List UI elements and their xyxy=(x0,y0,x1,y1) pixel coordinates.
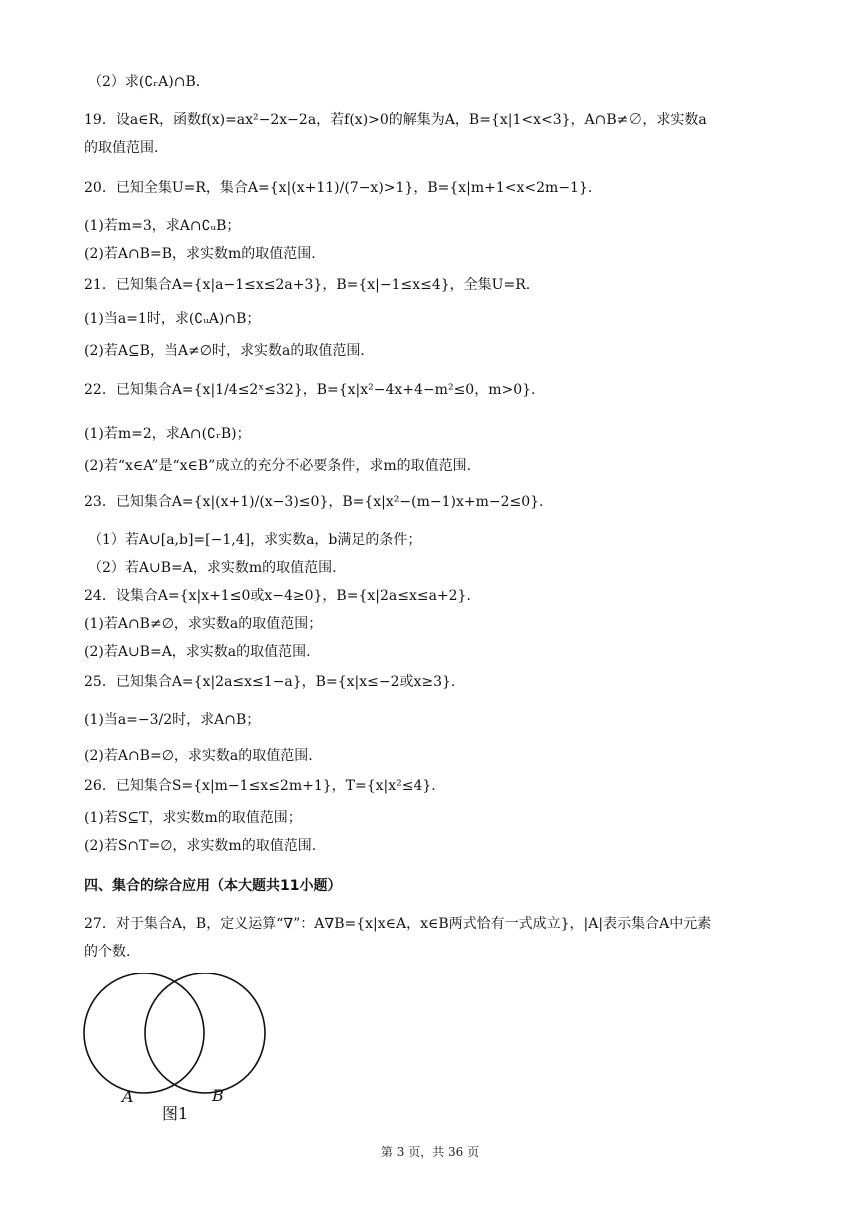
problem-23-2: （2）若A∪B=A，求实数m的取值范围. xyxy=(88,560,337,576)
problem-22-2: (2)若“x∈A”是“x∈B”成立的充分不必要条件，求m的取值范围. xyxy=(84,458,472,474)
problem-26-2: (2)若S∩T=∅，求实数m的取值范围. xyxy=(84,838,317,854)
set-b-circle xyxy=(145,973,265,1093)
problem-22-1: (1)若m=2，求A∩(∁ᵣB)； xyxy=(84,426,251,442)
page-footer: 第 3 页，共 36 页 xyxy=(380,1145,480,1159)
problem-20: 20．已知全集U=R，集合A={x|(x+11)/(7−x)>1}，B={x|m+1<x<2m−1}. xyxy=(84,180,593,196)
problem-25-1: (1)当a=−3/2时，求A∩B； xyxy=(84,712,261,728)
problem-26: 26．已知集合S={x|m−1≤x≤2m+1}，T={x|x²≤4}. xyxy=(84,778,436,794)
line-18-2: （2）求(∁ᵣA)∩B． xyxy=(88,74,210,90)
problem-27-cont: 的个数. xyxy=(84,944,131,960)
problem-26-1: (1)若S⊆T，求实数m的取值范围； xyxy=(84,810,302,826)
set-a-label: A xyxy=(122,1087,134,1106)
problem-20-2: (2)若A∩B=B，求实数m的取值范围. xyxy=(84,246,316,262)
problem-24-2: (2)若A∪B=A，求实数a的取值范围. xyxy=(84,644,311,660)
problem-21-2: (2)若A⊆B，当A≠∅时，求实数a的取值范围. xyxy=(84,343,365,359)
problem-23-1: （1）若A∪[a,b]=[−1,4]，求实数a，b满足的条件； xyxy=(88,532,422,548)
problem-25-2: (2)若A∩B=∅，求实数a的取值范围. xyxy=(84,748,313,764)
section-heading: 四、集合的综合应用（本大题共11小题） xyxy=(84,878,342,894)
problem-21: 21．已知集合A={x|a−1≤x≤2a+3}，B={x|−1≤x≤4}，全集U=R. xyxy=(84,277,531,293)
problem-27: 27．对于集合A，B，定义运算“∇”：A∇B={x|x∈A，x∈B两式恰有一式成立}，|A|表示集合A中元素 xyxy=(84,916,712,932)
problem-22: 22．已知集合A={x|1/4≤2ˣ≤32}，B={x|x²−4x+4−m²≤0，m>0}. xyxy=(84,382,536,398)
problem-20-1: (1)若m=3，求A∩∁ᵤB； xyxy=(84,218,241,234)
problem-24: 24．设集合A={x|x+1≤0或x−4≥0}，B={x|2a≤x≤a+2}. xyxy=(84,588,471,604)
problem-19: 19．设a∈R，函数f(x)=ax²−2x−2a，若f(x)>0的解集为A，B={x|1<x<3}，A∩B≠∅，求实数a xyxy=(84,112,707,128)
problem-19-cont: 的取值范围. xyxy=(84,140,159,156)
set-a-circle xyxy=(84,973,204,1093)
figure-caption: 图1 xyxy=(162,1104,189,1123)
set-b-label: B xyxy=(212,1086,224,1105)
venn-diagram xyxy=(80,973,280,1123)
problem-21-1: (1)当a=1时，求(∁ᵤA)∩B； xyxy=(84,311,261,327)
problem-23: 23．已知集合A={x|(x+1)/(x−3)≤0}，B={x|x²−(m−1)x+m−2≤0}. xyxy=(84,494,544,510)
problem-25: 25．已知集合A={x|2a≤x≤1−a}，B={x|x≤−2或x≥3}. xyxy=(84,674,456,690)
problem-24-1: (1)若A∩B≠∅，求实数a的取值范围； xyxy=(84,616,323,632)
